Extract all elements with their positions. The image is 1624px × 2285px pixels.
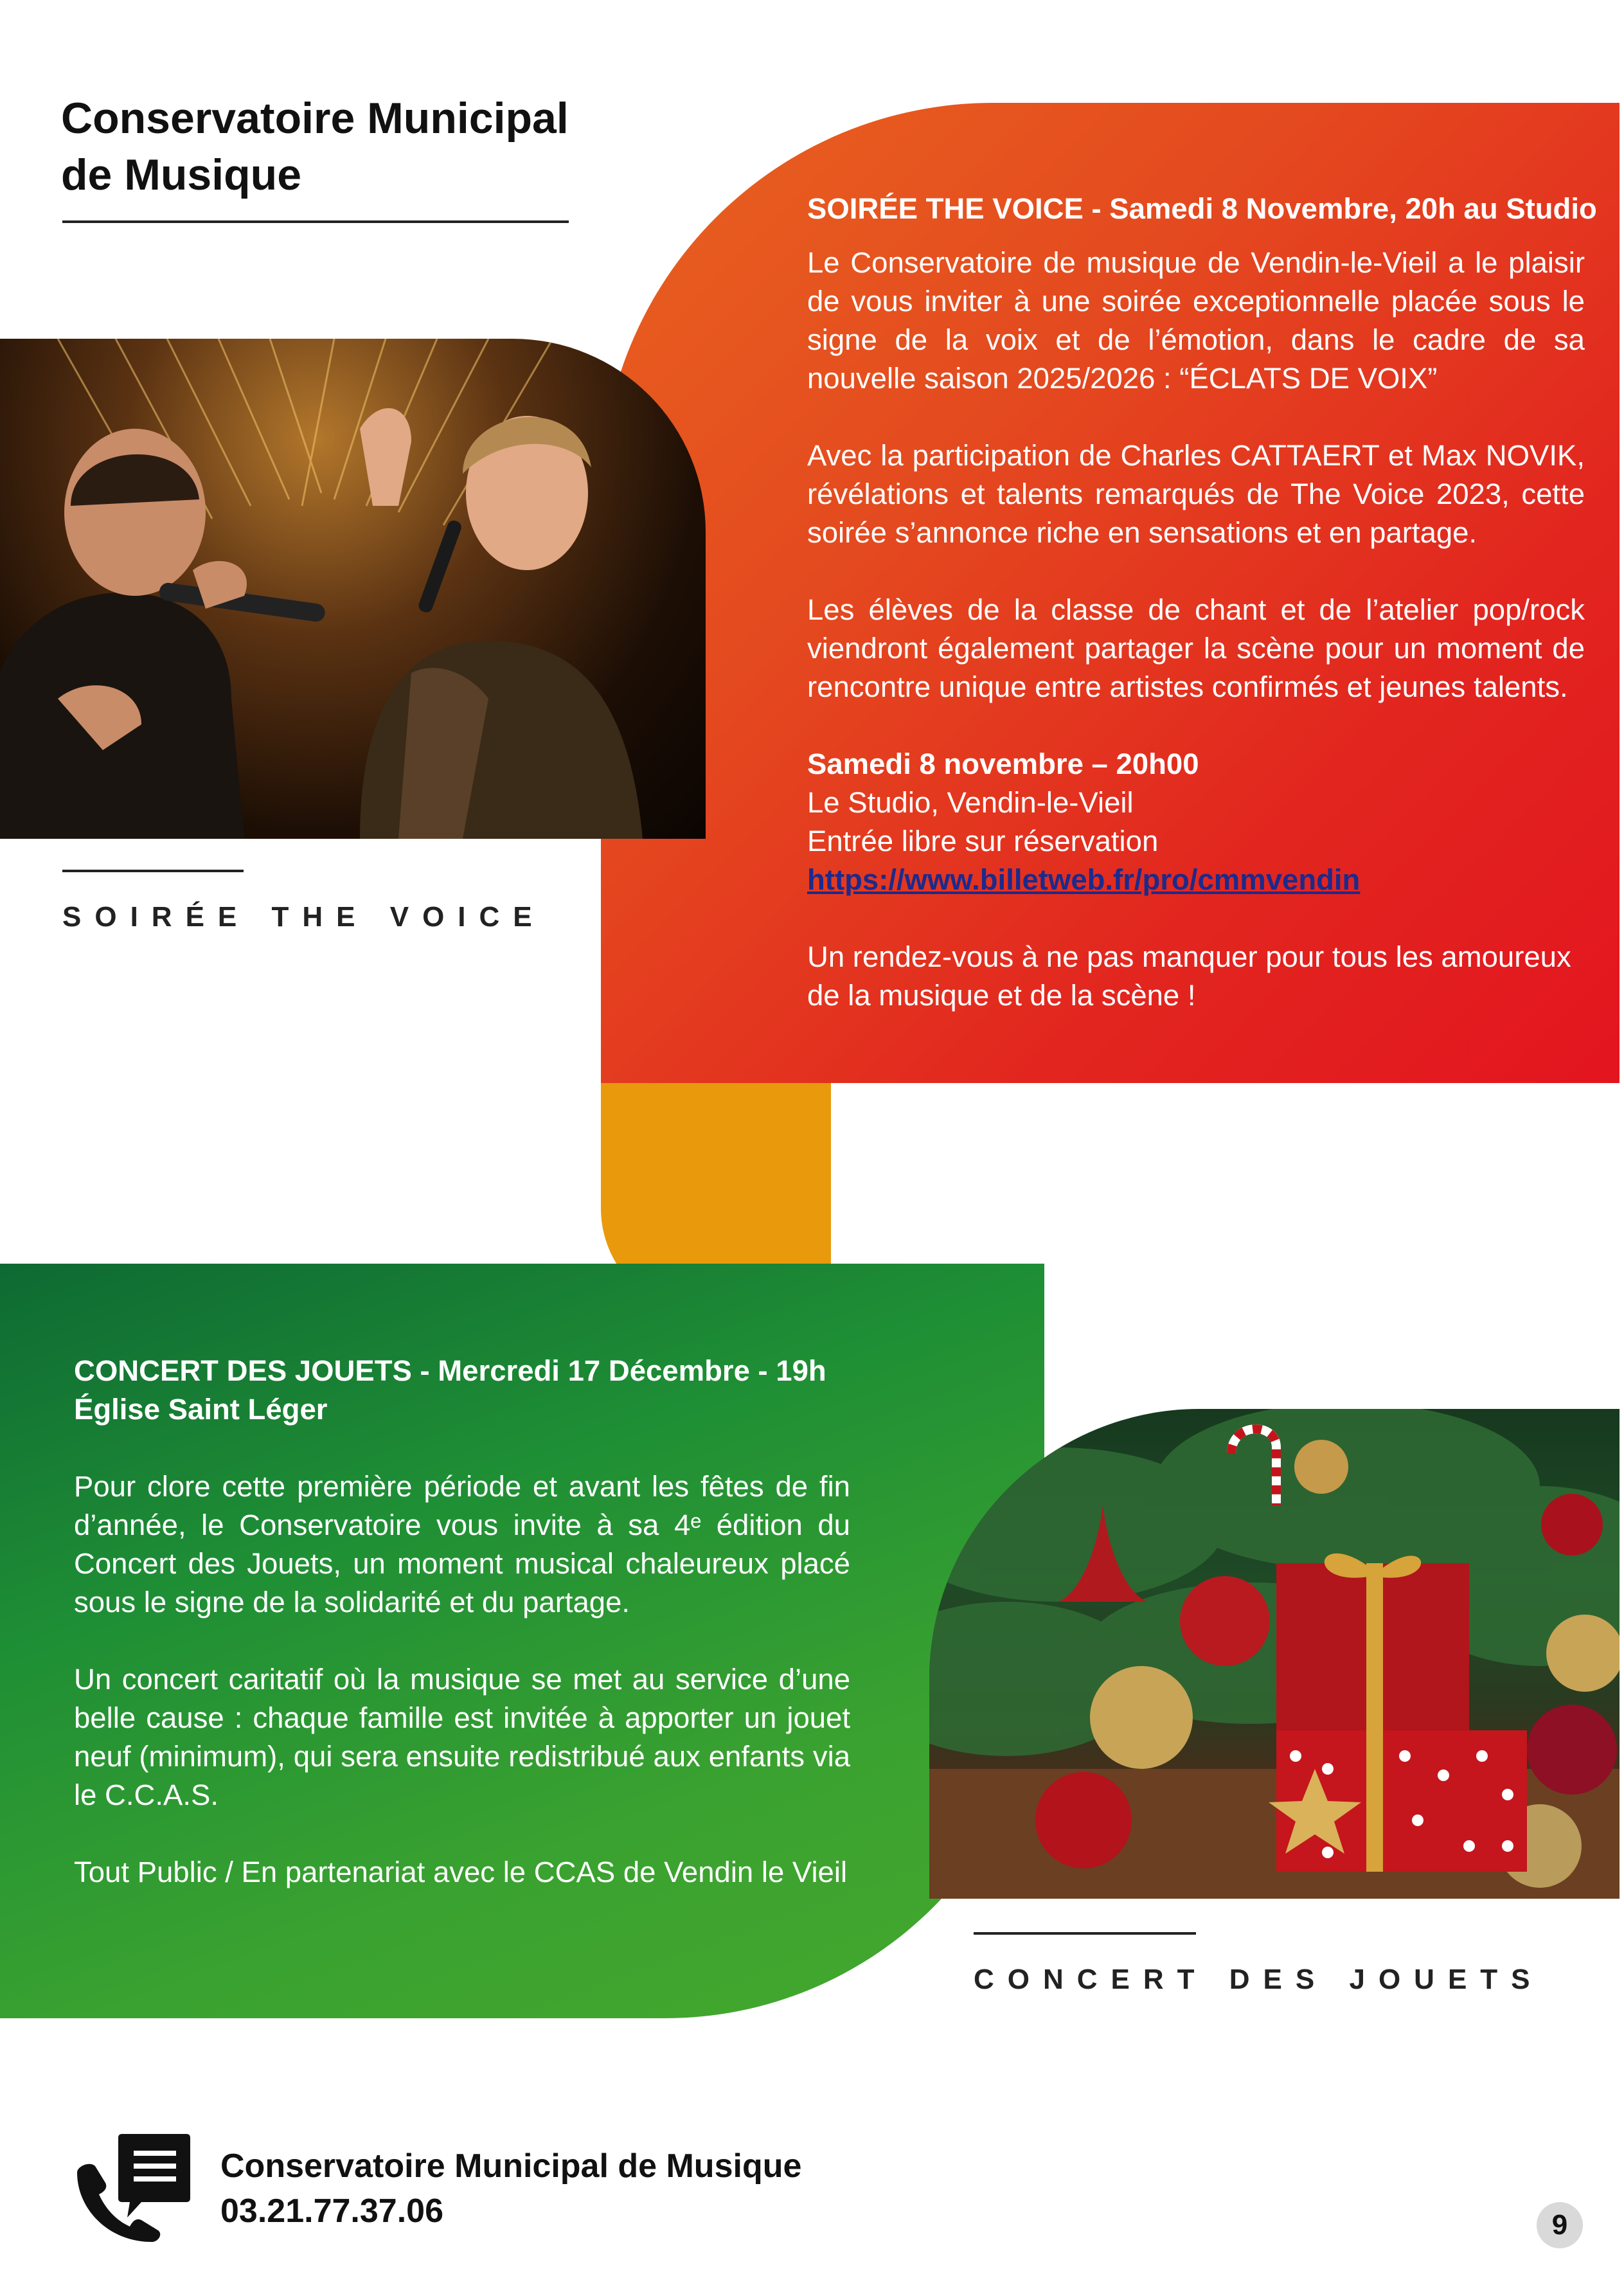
singers-photo [0,339,706,839]
voice-date: Samedi 8 novembre – 20h00 [807,748,1199,780]
jouets-title-line1: CONCERT DES JOUETS - Mercredi 17 Décembre - 19h [74,1354,826,1387]
jouets-paragraph-charity: Un concert caritatif où la musique se met au service d’une belle cause : chaque famille est invitée à apporter un jouet neuf (minimum), qui sera ensuite redistribué aux enfants via le C.C.A.S. [74,1663,850,1811]
jouets-paragraph-intro: Pour clore cette première période et avant les fêtes de fin d’année, le Conservatoire vous invite à sa 4ᵉ édition du Concert des Jouets, un moment musical chaleureux placé sous le signe de la solidarité et du partage. [74,1470,850,1618]
voice-closing: Un rendez-vous à ne pas manquer pour tous les amoureux de la musique et de la scène ! [807,940,1571,1012]
phone-chat-icon [71,2128,193,2243]
jouets-event-title [74,1352,850,1429]
page-title-line1: Conservatoire Municipal [61,94,569,143]
voice-entry: Entrée libre sur réservation [807,825,1159,857]
voice-caption-divider [62,870,244,872]
voice-paragraph-artists: Avec la participation de Charles CATTAERT et Max NOVIK, révélations et talents remarqués de The Voice 2023, cette soirée s’annonce riche en sensations et en partage. [807,439,1585,549]
voice-paragraph-intro: Le Conservatoire de musique de Vendin-le-Vieil a le plaisir de vous inviter à une soirée exceptionnelle placée sous le signe de la voix et de l’émotion, dans le cadre de sa nouvelle saison 2025/2026 : “ÉCLATS DE VOIX” [807,246,1585,395]
voice-paragraph-students: Les élèves de la classe de chant et de l’atelier pop/rock viendront également partager la scène pour un moment de rencontre unique entre artistes confirmés et jeunes talents. [807,593,1585,703]
footer-phone-number: 03.21.77.37.06 [220,2192,443,2230]
footer-contact-name: Conservatoire Municipal de Musique [220,2147,802,2185]
singers-illustration [0,339,706,839]
voice-event-title: SOIRÉE THE VOICE - Samedi 8 Novembre, 20h au Studio [807,192,1597,225]
header-divider [62,220,569,223]
christmas-illustration [929,1409,1620,1899]
voice-caption: SOIRÉE THE VOICE [62,901,546,933]
page-title [61,90,639,203]
voice-booking-link[interactable]: https://www.billetweb.fr/pro/cmmvendin [807,863,1361,896]
jouets-caption: CONCERT DES JOUETS [974,1964,1544,1995]
jouets-event-text [74,1352,850,1930]
page-title-line2: de Musique [61,150,302,199]
page-number: 9 [1537,2202,1583,2248]
jouets-caption-divider [974,1932,1196,1935]
voice-place: Le Studio, Vendin-le-Vieil [807,786,1134,819]
jouets-paragraph-audience: Tout Public / En partenariat avec le CCAS de Vendin le Vieil [74,1856,848,1888]
voice-event-text [807,190,1597,1015]
jouets-title-line2: Église Saint Léger [74,1393,328,1426]
christmas-photo [929,1409,1620,1899]
